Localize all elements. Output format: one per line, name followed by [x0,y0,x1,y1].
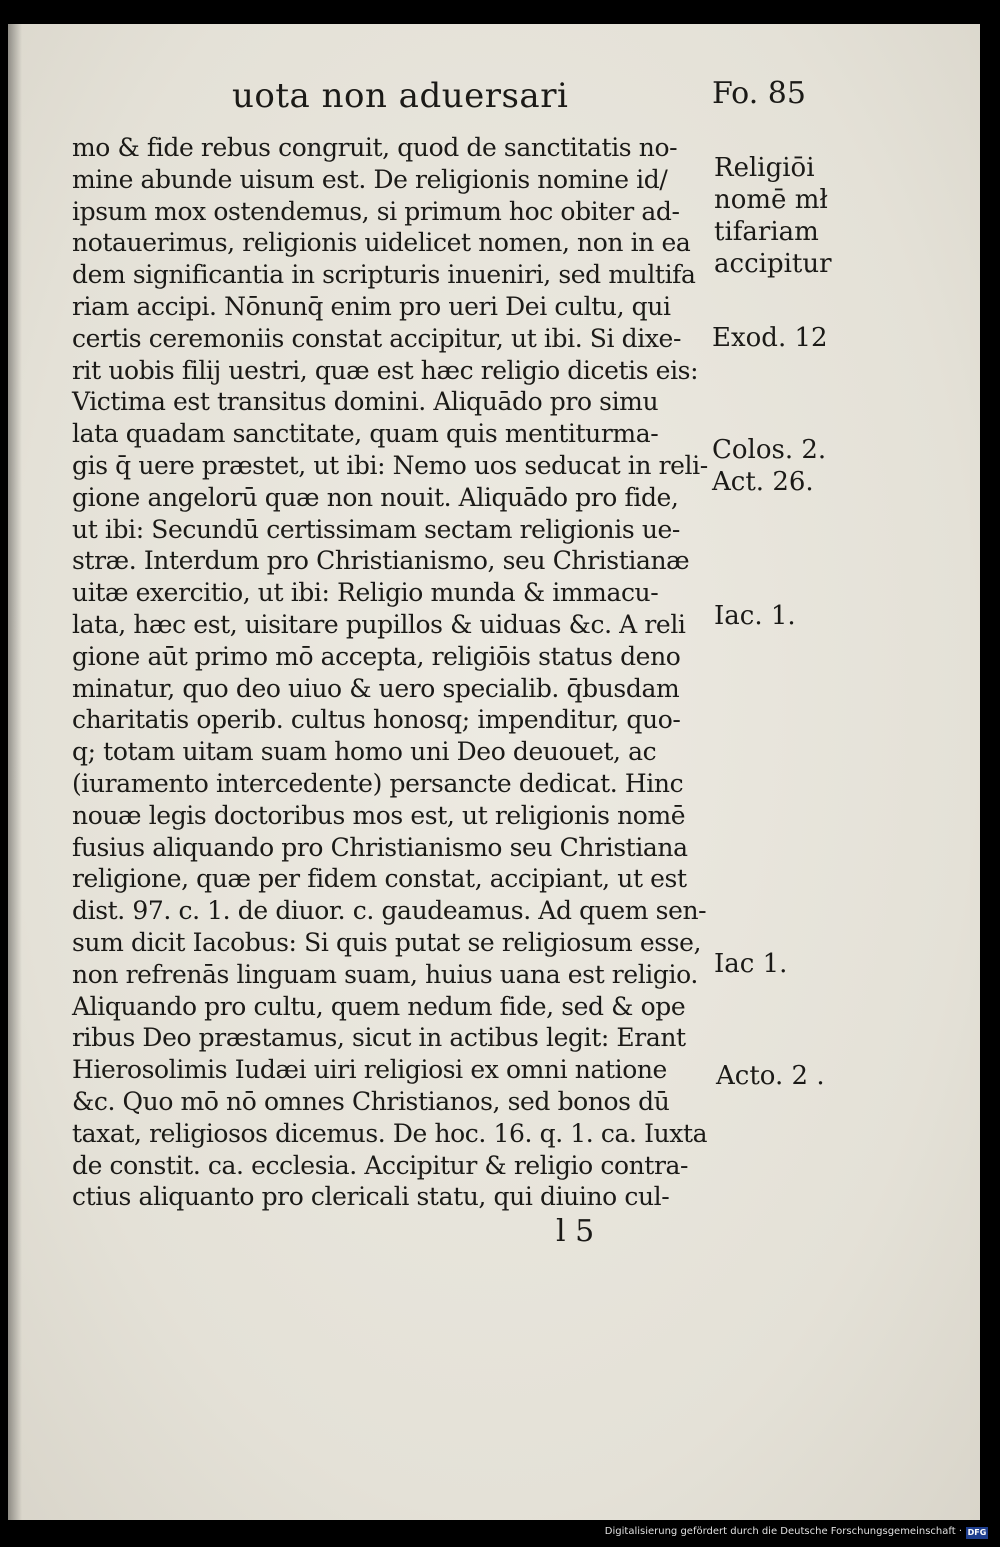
text-line: de constit. ca. ecclesia. Accipitur & religio contra- [72,1150,689,1180]
margin-note-line: Acto. 2 . [716,1061,825,1091]
margin-note-line: Iac 1. [714,949,788,979]
text-line: lata, hæc est, uisitare pupillos & uiduas &c. A reli [72,609,686,639]
text-line: Hierosolimis Iudæi uiri religiosi ex omni natione [72,1055,667,1085]
signature-mark: l 5 [556,1214,595,1249]
text-line: mo & fide rebus congruit, quod de sanctitatis no- [72,133,678,162]
text-line: notauerimus, religionis uidelicet nomen, non in ea [72,228,691,258]
text-line: ipsum mox ostendemus, si primum hoc obiter ad- [72,196,680,226]
margin-note-line: Act. 26. [712,467,814,497]
text-line: ctius aliquanto pro clericali statu, qui diuino cul- [72,1182,670,1212]
margin-note-line: accipitur [714,249,832,279]
text-line: Aliquando pro cultu, quem nedum fide, sed & ope [72,991,686,1021]
text-line: minatur, quo deo uiuo & uero specialib. q̄busdam [72,673,680,703]
text-line: riam accipi. Nōnunq̄ enim pro ueri Dei cultu, qui [72,291,671,321]
text-line: (iuramento intercedente) persancte dedicat. Hinc [72,768,684,798]
text-line: dist. 97. c. 1. de diuor. c. gaudeamus. Ad quem sen- [72,896,707,926]
margin-note-iac-1 [714,600,796,632]
text-line: lata quadam sanctitate, quam quis mentiturma- [72,419,659,449]
margin-note-line: Iac. 1. [714,601,796,631]
text-line: ut ibi: Secundū certissimam sectam religionis ue- [72,514,680,544]
text-line: taxat, religiosos dicemus. De hoc. 16. q. 1. ca. Iuxta [72,1118,708,1148]
text-line: non refrenās linguam suam, huius uana est religio. [72,959,698,989]
text-line: dem significantia in scripturis inueniri, sed multifa [72,260,696,290]
text-line: Victima est transitus domini. Aliquādo pro simu [72,387,659,417]
text-line: rit uobis filij uestri, quæ est hæc religio dicetis eis: [72,355,699,385]
text-line: religione, quæ per fidem constat, accipiant, ut est [72,864,687,894]
text-line: gione angelorū quæ non nouit. Aliquādo pro fide, [72,482,679,512]
text-line: mine abunde uisum est. De religionis nomine id/ [72,164,668,194]
margin-note-religioni [714,152,832,280]
text-line: certis ceremoniis constat accipitur, ut ibi. Si dixe- [72,323,682,353]
text-line: charitatis operib. cultus honosq; impenditur, quo- [72,705,681,735]
margin-note-line: tifariam [714,217,819,247]
margin-note-colos [712,434,826,498]
text-line: q; totam uitam suam homo uni Deo deuouet, ac [72,737,657,767]
margin-note-line: Exod. 12 [712,323,828,353]
margin-note-line: nomē mł [714,185,828,215]
scan-top-border [0,0,1000,20]
text-line: uitæ exercitio, ut ibi: Religio munda & immacu- [72,578,659,608]
text-line: gione aūt primo mō accepta, religiōis status deno [72,641,681,671]
margin-note-iac-2 [714,948,787,980]
margin-note-line: Colos. 2. [712,435,827,465]
running-title: uota non aduersari [232,76,569,116]
body-text [72,132,712,1213]
text-line: &c. Quo mō nō omnes Christianos, sed bonos dū [72,1086,670,1116]
margin-note-exod [712,322,828,354]
dfg-logo: DFG [967,1528,987,1537]
text-line: ribus Deo præstamus, sicut in actibus legit: Erant [72,1023,686,1053]
margin-note-acto [716,1060,825,1092]
text-line: gis q̄ uere præstet, ut ibi: Nemo uos seducat in reli- [72,450,708,480]
page-gutter-shadow [8,24,22,1520]
margin-note-line: Religiōi [714,153,815,183]
text-line: nouæ legis doctoribus mos est, ut religionis nomē [72,800,686,830]
text-line: stræ. Interdum pro Christianismo, seu Christianæ [72,546,690,576]
text-line: sum dicit Iacobus: Si quis putat se religiosum esse, [72,927,702,957]
folio-number: Fo. 85 [712,76,806,111]
digitization-credit: Digitalisierung gefördert durch die Deutsche Forschungsgemeinschaft · [604,1526,962,1537]
text-line: fusius aliquando pro Christianismo seu Christiana [72,832,688,862]
